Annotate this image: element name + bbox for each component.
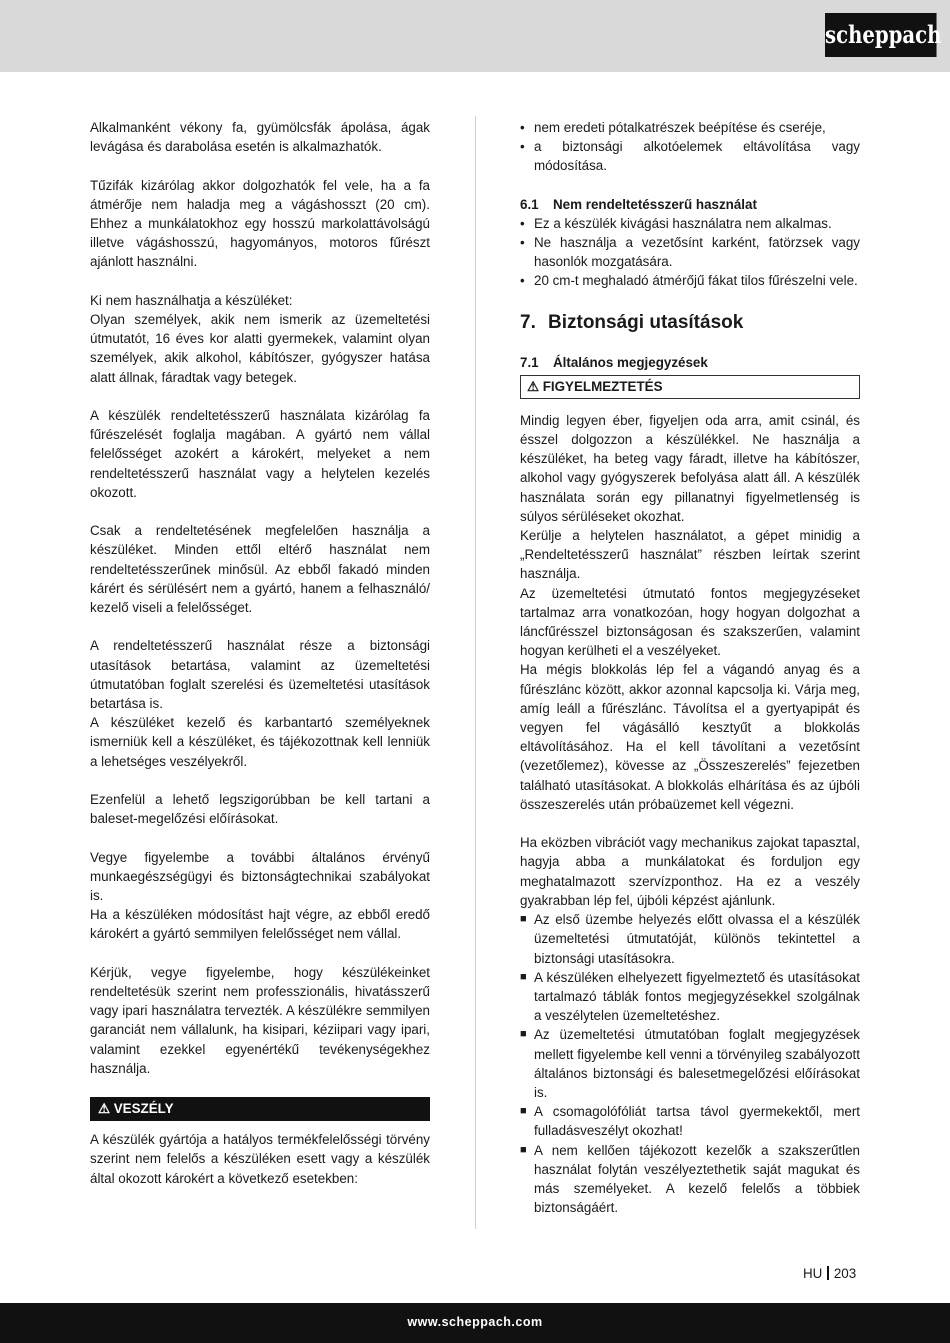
bullet-icon: • [520,235,525,251]
paragraph: A készüléket kezelő és karbantartó személyeknek ismerniük kell a készüléket, és tájékozottnak kell lenniük a lehetséges veszélyekről. [90,715,430,769]
warning-label: ⚠ FIGYELMEZTETÉS [520,375,860,399]
list-item: ■ A készüléken elhelyezett figyelmeztető és utasításokat tartalmazó táblák fontos megjegyzésekkel szolgálnak a veszélytelen üzemeltetéshez. [520,969,860,1024]
list-item: ■ Az első üzembe helyezés előtt olvassa el a készülék üzemeltetési útmutatóját, különös tekintettel a biztonsági utasításokra. [520,912,860,966]
paragraph: Olyan személyek, akik nem ismerik az üzemeltetési útmutatót, 16 éves kor alatti gyermekek, valamint olyan személyek, akik alkohol, kábítószer, gyógyszer hatása alatt állnak, fáradtak vagy betegek. [90,312,430,385]
bullet-icon: • [520,120,525,135]
list-item: ■ Az üzemeltetési útmutatóban foglalt megjegyzések mellett figyelembe kell venni a törvényileg szabályozott általános biztonsági és balesetmegelőzési előírásokat is. [520,1027,860,1100]
page-number: HU 203 [803,1266,857,1281]
paragraph: Kérjük, vegye figyelembe, hogy készülékeinket rendeltetésük szerint nem professzionális, hivatásszerű vagy ipari használatra tervezték. A készülékre semmilyen garanciát nem vállalunk, ha kisipari, kéziipari vagy ipari, valamint ezekkel egyenértékű tevékenységekhez használja. [90,964,430,1076]
paragraph: Ha eközben vibrációt vagy mechanikus zajokat tapasztal, hagyja abba a munkálatokat és forduljon egy meghatalmazott szervízponthoz. Ha ez a veszély gyakrabban lép fel, újbóli képzést ajánlunk. [520,835,860,908]
paragraph: A készülék gyártója a hatályos termékfelelősségi törvény szerint nem felelős a készüléken esett vagy a készülék által okozott károkért a következő esetekben: [90,1132,430,1186]
list-item: ■ A nem kellően tájékozott kezelők a szakszerűtlen használat folytán veszélyeztethetik saját magukat és más személyeket. A kezelő felelős a többiek biztonságáért. [520,1142,860,1216]
square-bullet-icon: ■ [520,1143,527,1156]
paragraph: Ezenfelül a lehető legszigorúbban be kell tartani a baleset-megelőzési előírásokat. [90,792,430,827]
bullet-icon: • [520,139,525,155]
square-bullet-icon: ■ [520,1105,527,1118]
website-link[interactable]: www.scheppach.com [407,1315,543,1329]
section-heading-6-1: 6.1 Nem rendeltetésszerű használat [520,196,757,212]
list-item: ■ A csomagolófóliát tartsa távol gyermekektől, mert fulladásveszélyt okozhat! [520,1104,860,1139]
list-item: • nem eredeti pótalkatrészek beépítése és cseréje, [520,118,860,137]
list-item: • Ne használja a vezetősínt karként, fatörzsek vagy hasonlók mozgatására. [520,235,860,270]
paragraph: Tűzifák kizárólag akkor dolgozhatók fel vele, ha a fa átmérője nem haladja meg a vágáshosszt (20 cm). Ehhez a munkálatokhoz egy hosszú markolattávolságú illetve vágáshosszú, hagyományos, motoros fűrészt ajánlott használni. [90,177,430,270]
right-column [520,118,860,1217]
paragraph: Ha mégis blokkolás lép fel a vágandó anyag és a fűrészlánc között, akkor azonnal kapcsolja ki. Várja meg, amíg leáll a fűrészlánc. Távolítsa el a gyertyapipát és vegyen fel vágásálló kesztyűt a blokkolás eltávolításához. Ha el kell távolítani a vezetősínt (vezetőlemez), kövesse az „Összeszerelés” fejezetben található utasításokat. A blokkolás elhárítása és az újbóli összeszerelés után próbaüzemet kell végezni. [520,662,860,812]
bullet-icon: • [520,273,525,289]
brand-logo: scheppach [825,13,937,57]
paragraph: A rendeltetésszerű használat része a biztonsági utasítások betartása, valamint az üzemeltetési útmutatóban foglalt szerelési és üzemeltetési utasítások betartása is. [90,638,430,712]
danger-label: ⚠ VESZÉLY [90,1097,430,1121]
paragraph: Ki nem használhatja a készüléket: [90,292,293,308]
section-heading-7-1: 7.1 Általános megjegyzések [520,354,708,370]
paragraph: Csak a rendeltetésének megfelelően használja a készüléket. Minden ettől eltérő használat nem rendeltetésszerűnek minősül. Az ebből fakadó minden kárért és sérülésért nem a gyártó, hanem a felhasználó/ kezelő viseli a felelősséget. [90,523,430,616]
list-item: • a biztonsági alkotóelemek eltávolítása vagy módosítása. [520,139,860,174]
list-item: • Ez a készülék kivágási használatra nem alkalmas. [520,214,860,233]
paragraph: Kerülje a helytelen használatot, a gépet minidig a „Rendeltetésszerű használat” részben leírtak szerint használja. [520,528,860,582]
paragraph: Vegye figyelembe a további általános érvényű munkaegészségügyi és biztonságtechnikai szabályokat is. [90,849,430,904]
list-item: • 20 cm-t meghaladó átmérőjű fákat tilos fűrészelni vele. [520,271,860,290]
paragraph: Ha a készüléken módosítást hajt végre, az ebből eredő károkért a gyártó semmilyen felelősséget nem vállal. [90,907,430,942]
square-bullet-icon: ■ [520,970,527,983]
bullet-icon: • [520,215,525,231]
square-bullet-icon: ■ [520,913,527,926]
left-column [90,118,430,1188]
paragraph: Az üzemeltetési útmutató fontos megjegyzéseket tartalmaz arra vonatkozóan, hogy hogyan dolgozhat a láncfűrésszel biztonságosan és szakszerűen, valamint hogyan kerülheti el a veszélyeket. [520,585,860,659]
header-bar [0,0,950,72]
paragraph: A készülék rendeltetésszerű használata kizárólag fa fűrészelését foglalja magában. A gyártó nem vállal felelősséget azokért a károkért, melyeket a nem rendeltetésszerű használat vagy a helytelen kezelés okozott. [90,408,430,500]
paragraph: Mindig legyen éber, figyeljen oda arra, amit csinál, és ésszel dolgozzon a készülékkel. Ne használja a készüléket, ha beteg vagy fáradt, illetve ha kábítószer, alkohol vagy gyógyszerek befolyása alatt áll. A készülék használata során egy pillanatnyi figyelmetlenség is súlyos sérüléseket okozhat. [520,412,860,524]
square-bullet-icon: ■ [520,1028,527,1041]
column-divider [475,116,476,1229]
chapter-heading-7: 7. Biztonsági utasítások [520,311,744,333]
paragraph: Alkalmanként vékony fa, gyümölcsfák ápolása, ágak levágása és darabolása esetén is alkalmazhatók. [90,120,430,155]
footer-bar [0,1303,950,1343]
